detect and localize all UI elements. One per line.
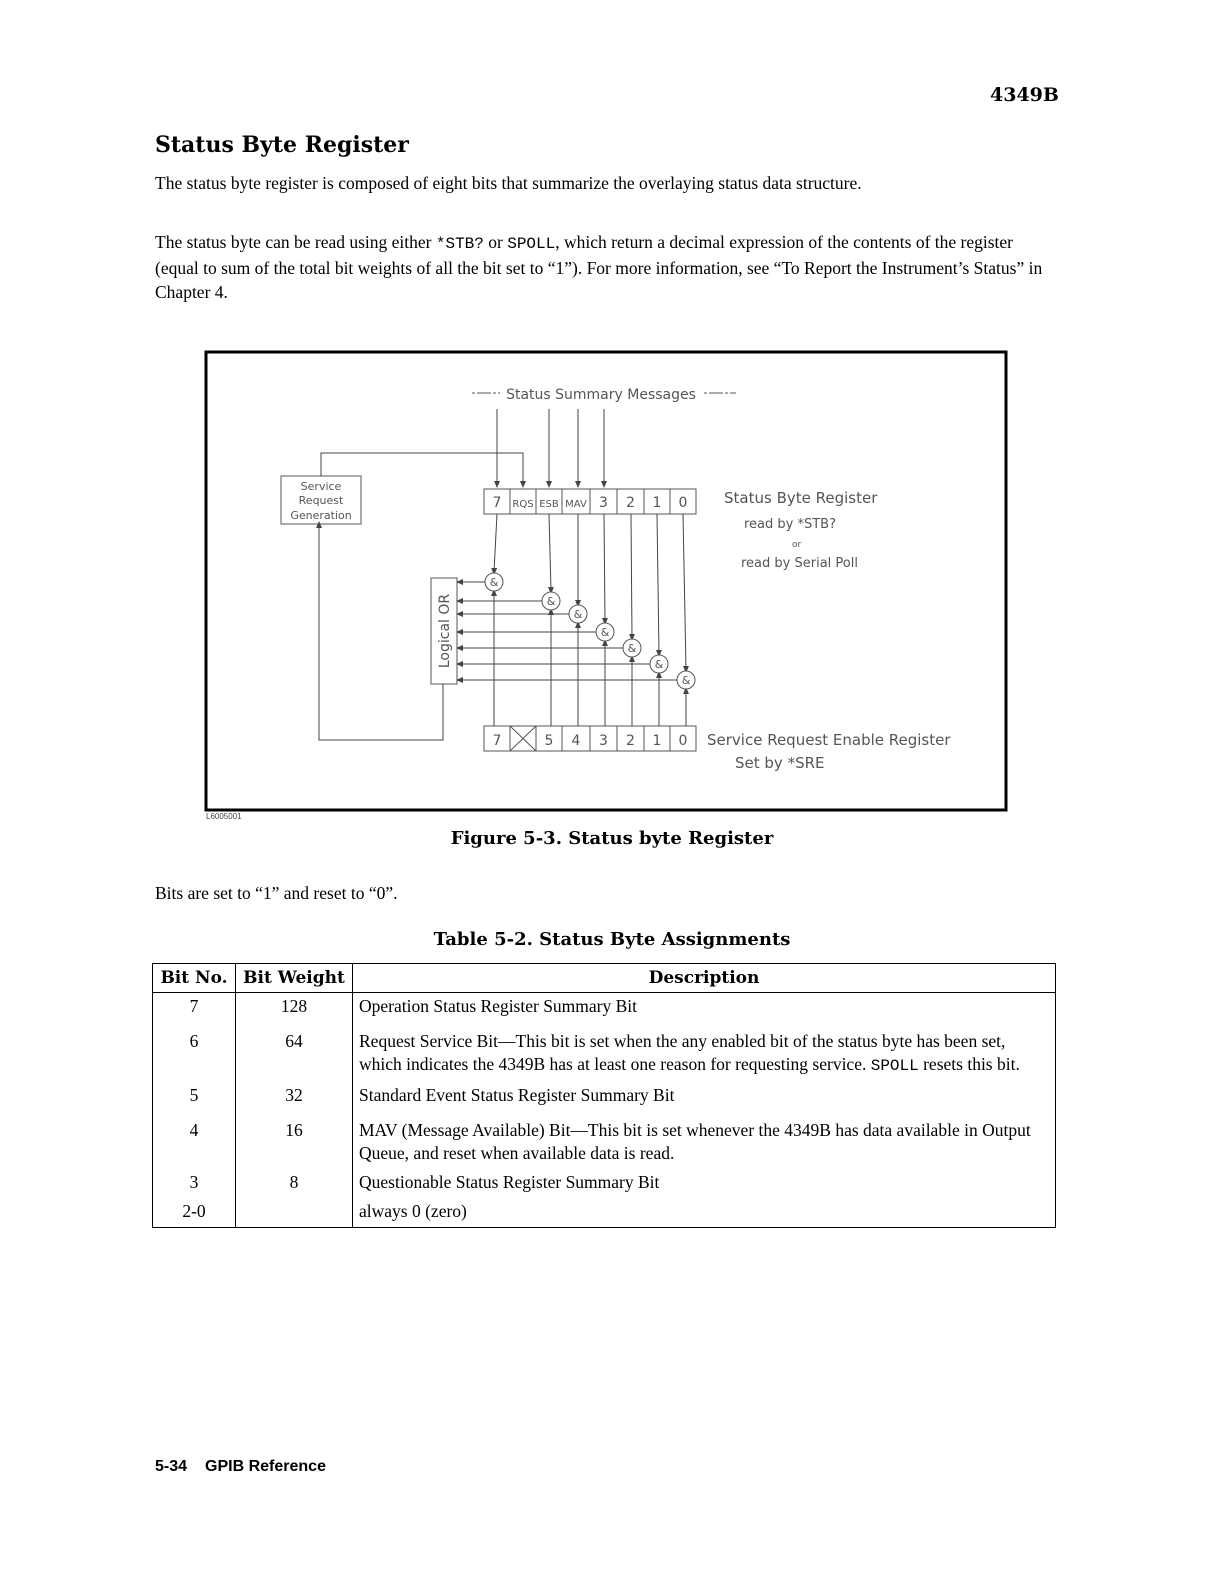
section-title: Status Byte Register [155,132,409,158]
figure-caption: Figure 5-3. Status byte Register [450,828,774,849]
table-row [153,1082,1056,1111]
description: Standard Event Status Register Summary Bit [359,1085,675,1105]
sre-cell-label: 7 [492,733,502,749]
paragraph-text: , which return a decimal expression of the contents of the register (equal to sum of the total bit weights of all the bit set to “1”). For more information, see “To Report the Instrument’s Status” in Chapter 4. [155,232,1043,302]
page-footer [155,1458,326,1476]
description: MAV (Message Available) Bit—This bit is set whenever the 4349B has data available in Output Queue, and reset when available data is read. [359,1120,1031,1163]
description: Questionable Status Register Summary Bit [359,1172,660,1192]
bit-no: 3 [153,1169,236,1198]
srg-label-line1: Service [300,480,342,493]
sre-title: Service Request Enable Register [707,731,951,749]
description: always 0 (zero) [359,1201,467,1221]
table-row [153,1111,1056,1169]
table-header-row [153,964,1056,993]
bit-no: 4 [153,1111,236,1169]
srg-label-line3: Generation [290,509,352,522]
service-request-enable-register-cells [484,726,696,751]
bit-weight: 32 [236,1082,353,1111]
sre-cell-label: 2 [626,733,635,749]
description-text: resets this bit. [918,1054,1020,1074]
sre-cell-label: 4 [571,733,581,749]
summary-messages-label: Status Summary Messages [506,387,696,403]
sre-cell-label: 5 [544,733,554,749]
bit-no: 7 [153,993,236,1023]
status-byte-register-cells [484,489,696,514]
table-caption: Table 5-2. Status Byte Assignments [433,929,791,950]
and-gate-symbol: & [627,642,637,655]
sbr-cell-label: ESB [539,499,559,510]
header-description: Description [353,964,1056,993]
and-gate-symbol: & [600,626,610,639]
bit-weight: 128 [236,993,353,1023]
sbr-cell-label: RQS [512,499,534,510]
and-gate-symbol: & [654,658,664,671]
paragraph-text: The status byte can be read using either [155,232,436,252]
sbr-or: or [792,540,802,550]
logical-or-label: Logical OR [437,593,453,669]
page-header-model: 4349B [990,84,1059,106]
paragraph-intro: The status byte register is composed of eight bits that summarize the overlaying status data structure. [155,173,862,193]
and-gate-symbol: & [489,576,499,589]
description-text: Request Service Bit—This bit is set when the any enabled bit of the status byte has been set, which indicates the 4349B has at least one reason for requesting service. [359,1031,1006,1074]
srg-label-line2: Request [298,494,344,507]
sbr-read-serial-poll: read by Serial Poll [741,556,858,571]
bit-no: 5 [153,1082,236,1111]
command-stb: *STB? [435,235,484,253]
table-row [153,1022,1056,1082]
footer-section: GPIB Reference [205,1458,326,1475]
table-row [153,1169,1056,1198]
bits-note: Bits are set to “1” and reset to “0”. [155,883,398,903]
sbr-title: Status Byte Register [724,489,878,507]
bit-weight: 64 [236,1022,353,1082]
command-spoll: SPOLL [870,1057,919,1075]
sre-cell-label: 3 [599,733,608,749]
header-bit-no: Bit No. [153,964,236,993]
sbr-cell-label: 3 [599,495,608,511]
sbr-cell-label: 7 [492,495,502,511]
header-bit-weight: Bit Weight [236,964,353,993]
sre-cell-label: 0 [678,733,688,749]
sbr-read-stb: read by *STB? [744,517,836,532]
sre-set-by: Set by *SRE [735,754,825,772]
description [353,1022,1056,1082]
and-gate-symbol: & [573,608,583,621]
and-gate-symbol: & [681,674,691,687]
table-row [153,1198,1056,1228]
and-gates [459,514,695,726]
sbr-cell-label: 0 [678,495,688,511]
bit-no: 2-0 [153,1198,236,1228]
status-byte-assignments-table [152,963,1056,1228]
paragraph-text: or [483,232,508,252]
sbr-cell-label: 2 [626,495,635,511]
sbr-cell-label: MAV [565,499,587,510]
sre-cell-label: 1 [652,733,662,749]
and-gate-symbol: & [546,595,556,608]
bit-weight [236,1198,353,1228]
description: Operation Status Register Summary Bit [359,996,638,1016]
figure-tag: L6005001 [206,812,242,821]
footer-page-number: 5-34 [155,1458,188,1475]
bit-weight: 8 [236,1169,353,1198]
bit-weight: 16 [236,1111,353,1169]
table-row [153,993,1056,1023]
bit-no: 6 [153,1022,236,1082]
sbr-cell-label: 1 [652,495,662,511]
command-spoll: SPOLL [507,235,556,253]
